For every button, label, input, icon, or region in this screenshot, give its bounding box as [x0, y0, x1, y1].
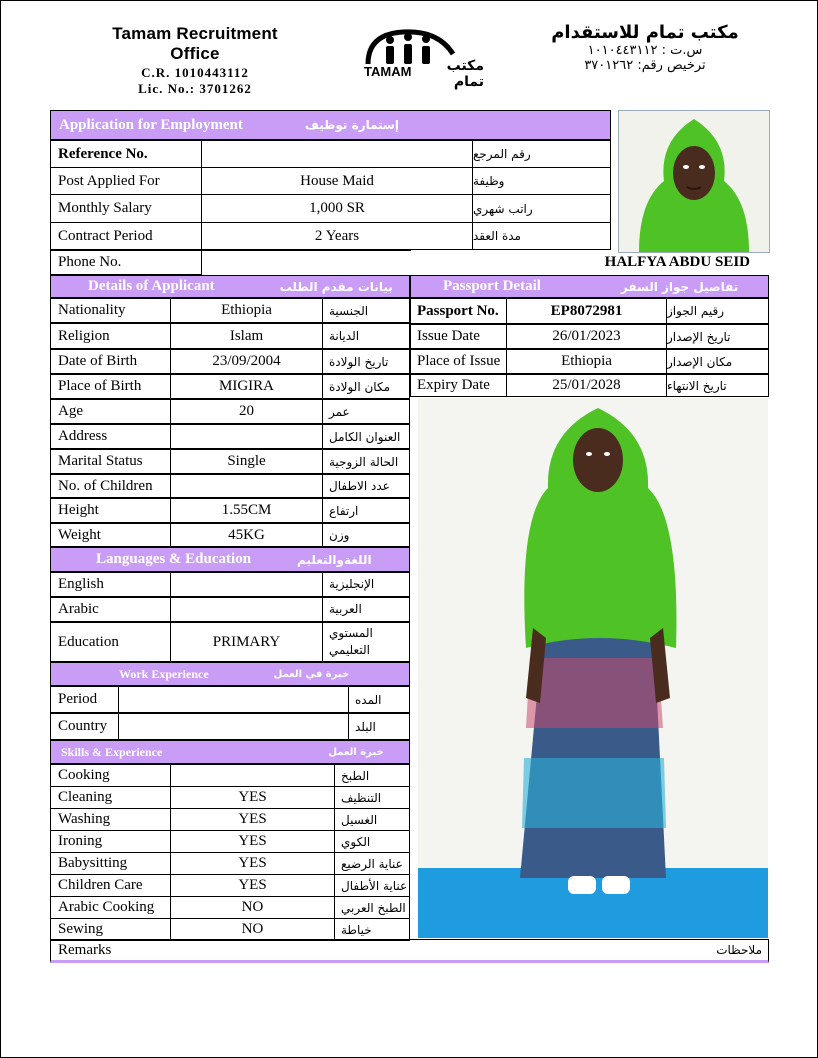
passport-row-label-ar: مكان الإصدار — [666, 349, 769, 374]
skill-row-value: YES — [170, 874, 335, 897]
applicant-name: HALFYA ABDU SEID — [604, 254, 750, 270]
applicant-row-label: Height — [50, 498, 171, 523]
work-section-title — [50, 662, 410, 686]
passport-row-value: Ethiopia — [506, 349, 667, 374]
skill-row-value: YES — [170, 852, 335, 875]
applicant-row-value: 23/09/2004 — [170, 349, 323, 374]
applicant-row-value — [170, 424, 323, 449]
phone-value — [201, 250, 411, 275]
passport-row-label-ar: تاريخ الإصدار — [666, 324, 769, 349]
skill-row-value: YES — [170, 786, 335, 809]
passport-title-ar: تفاصيل جواز السفر — [620, 279, 739, 294]
passport-row-value: 26/01/2023 — [506, 324, 667, 349]
applicant-row-label: Nationality — [50, 298, 171, 323]
language-row-label-ar: العربية — [322, 597, 410, 622]
skills-section-title — [50, 740, 410, 764]
remarks-label: Remarks — [58, 941, 112, 958]
skill-row-label: Sewing — [50, 918, 171, 941]
language-row-label: Education — [50, 622, 171, 662]
logo-text-ar: مكتب تمام — [446, 58, 484, 90]
passport-row-label: Place of Issue — [410, 349, 507, 374]
work-row-label: Period — [50, 686, 119, 713]
skill-row-label: Ironing — [50, 830, 171, 853]
skill-row-label-ar: الغسيل — [334, 808, 410, 831]
language-row-value — [170, 597, 323, 622]
license-number-ar: ترخيص رقم: ٣٧٠١٢٦٢ — [584, 58, 706, 73]
skills-title-en: Skills & Experience — [61, 744, 163, 759]
applicant-row-value: MIGIRA — [170, 374, 323, 399]
logo-text: TAMAM — [364, 64, 412, 79]
applicant-row-value: Single — [170, 449, 323, 474]
applicant-row-label-ar: عمر — [322, 399, 410, 424]
applicant-section-title — [50, 275, 410, 298]
company-header-ar — [540, 22, 750, 73]
remarks-label-ar: ملاحظات — [716, 943, 762, 957]
company-name-en: Tamam Recruitment Office — [112, 24, 278, 63]
passport-row-label-ar: رقيم الجواز — [666, 298, 769, 324]
applicant-row-label: Date of Birth — [50, 349, 171, 374]
form-row-label-ar: مدة العقد — [472, 222, 611, 250]
remarks-row — [50, 939, 769, 963]
form-row-value: 1,000 SR — [201, 194, 473, 223]
language-row-value: PRIMARY — [170, 622, 323, 662]
applicant-row-value: Ethiopia — [170, 298, 323, 323]
skill-row-label: Babysitting — [50, 852, 171, 875]
skill-row-value: YES — [170, 808, 335, 831]
applicant-row-label-ar: مكان الولادة — [322, 374, 410, 399]
applicant-row-label-ar: الحالة الزوجية — [322, 449, 410, 474]
applicant-full-photo — [418, 398, 768, 938]
applicant-row-value — [170, 474, 323, 498]
passport-row-label: Expiry Date — [410, 374, 507, 397]
language-row-label: Arabic — [50, 597, 171, 622]
form-row-value — [201, 140, 473, 168]
language-row-value — [170, 572, 323, 597]
applicant-row-label-ar: الجنسية — [322, 298, 410, 323]
applicant-row-label-ar: ارتفاع — [322, 498, 410, 523]
application-title-en: Application for Employment — [59, 116, 243, 133]
applicant-row-value: Islam — [170, 323, 323, 349]
company-logo — [358, 24, 484, 90]
form-row-label-ar: وظيفة — [472, 167, 611, 195]
applicant-row-label-ar: الديانة — [322, 323, 410, 349]
work-row-value — [118, 686, 349, 713]
skill-row-label: Children Care — [50, 874, 171, 897]
skill-row-label-ar: خياطة — [334, 918, 410, 941]
applicant-row-label: Marital Status — [50, 449, 171, 474]
applicant-headshot — [618, 110, 770, 253]
skill-row-value: YES — [170, 830, 335, 853]
phone-label: Phone No. — [50, 250, 202, 275]
passport-row-label-ar: تاريخ الانتهاء — [666, 374, 769, 397]
applicant-row-label: Address — [50, 424, 171, 449]
cr-number: C.R. 1010443112 — [141, 65, 249, 80]
skill-row-label: Washing — [50, 808, 171, 831]
applicant-row-label: No. of Children — [50, 474, 171, 498]
skill-row-label-ar: الكوي — [334, 830, 410, 853]
skill-row-label-ar: الطبخ — [334, 764, 410, 787]
applicant-row-label: Weight — [50, 523, 171, 547]
skill-row-label-ar: عناية الأطفال — [334, 874, 410, 897]
applicant-row-value: 20 — [170, 399, 323, 424]
languages-title-ar: اللغةوالتعليم — [297, 552, 372, 567]
form-row-value: House Maid — [201, 167, 473, 195]
work-row-value — [118, 713, 349, 740]
work-row-label-ar: المده — [348, 686, 410, 713]
application-title-bar — [50, 110, 611, 140]
form-row-label: Reference No. — [50, 140, 202, 168]
applicant-row-label-ar: عدد الاطفال — [322, 474, 410, 498]
applicant-row-label: Religion — [50, 323, 171, 349]
passport-row-value: EP8072981 — [506, 298, 667, 324]
applicant-row-label-ar: وزن — [322, 523, 410, 547]
skill-row-label-ar: التنظيف — [334, 786, 410, 809]
passport-row-label: Issue Date — [410, 324, 507, 349]
skill-row-label: Arabic Cooking — [50, 896, 171, 919]
applicant-row-label-ar: تاريخ الولادة — [322, 349, 410, 374]
passport-row-value: 25/01/2028 — [506, 374, 667, 397]
applicant-row-value: 45KG — [170, 523, 323, 547]
full-body-photo-icon — [418, 398, 768, 938]
skill-row-label-ar: الطبخ العربي — [334, 896, 410, 919]
application-title-ar: إستمارة توظيف — [304, 118, 399, 132]
passport-row-label: Passport No. — [410, 298, 507, 324]
headshot-photo-icon — [619, 111, 769, 252]
work-title-ar: خبرة في العمل — [273, 668, 350, 680]
applicant-title-en: Details of Applicant — [88, 278, 215, 294]
passport-title-en: Passport Detail — [443, 278, 541, 294]
applicant-title-ar: بيانات مقدم الطلب — [279, 279, 393, 294]
applicant-row-label: Place of Birth — [50, 374, 171, 399]
form-row-label-ar: راتب شهري — [472, 194, 611, 223]
form-row-label: Contract Period — [50, 222, 202, 250]
skill-row-value: NO — [170, 896, 335, 919]
form-row-label: Post Applied For — [50, 167, 202, 195]
work-title-en: Work Experience — [119, 666, 209, 681]
work-row-label: Country — [50, 713, 119, 740]
language-row-label-ar: المستوي التعليمي — [322, 622, 410, 662]
language-row-label: English — [50, 572, 171, 597]
applicant-row-label: Age — [50, 399, 171, 424]
form-row-value: 2 Years — [201, 222, 473, 250]
license-number: Lic. No.: 3701262 — [138, 81, 252, 96]
form-row-label: Monthly Salary — [50, 194, 202, 223]
company-name-ar: مكتب تمام للاستقدام — [551, 22, 739, 43]
passport-section-title — [410, 275, 769, 298]
skill-row-label-ar: عناية الرضيع — [334, 852, 410, 875]
applicant-row-value: 1.55CM — [170, 498, 323, 523]
skill-row-value — [170, 764, 335, 787]
cr-number-ar: س.ت : ١٠١٠٤٤٣١١٢ — [587, 43, 703, 58]
skill-row-label: Cleaning — [50, 786, 171, 809]
language-row-label-ar: الإنجليزية — [322, 572, 410, 597]
skills-title-ar: خبرة العمل — [328, 746, 384, 758]
company-header-en — [90, 24, 300, 97]
languages-section-title — [50, 547, 410, 572]
form-row-label-ar: رقم المرجع — [472, 140, 611, 168]
work-row-label-ar: البلد — [348, 713, 410, 740]
languages-title-en: Languages & Education — [96, 551, 252, 567]
applicant-row-label-ar: العنوان الكامل — [322, 424, 410, 449]
skill-row-label: Cooking — [50, 764, 171, 787]
skill-row-value: NO — [170, 918, 335, 941]
